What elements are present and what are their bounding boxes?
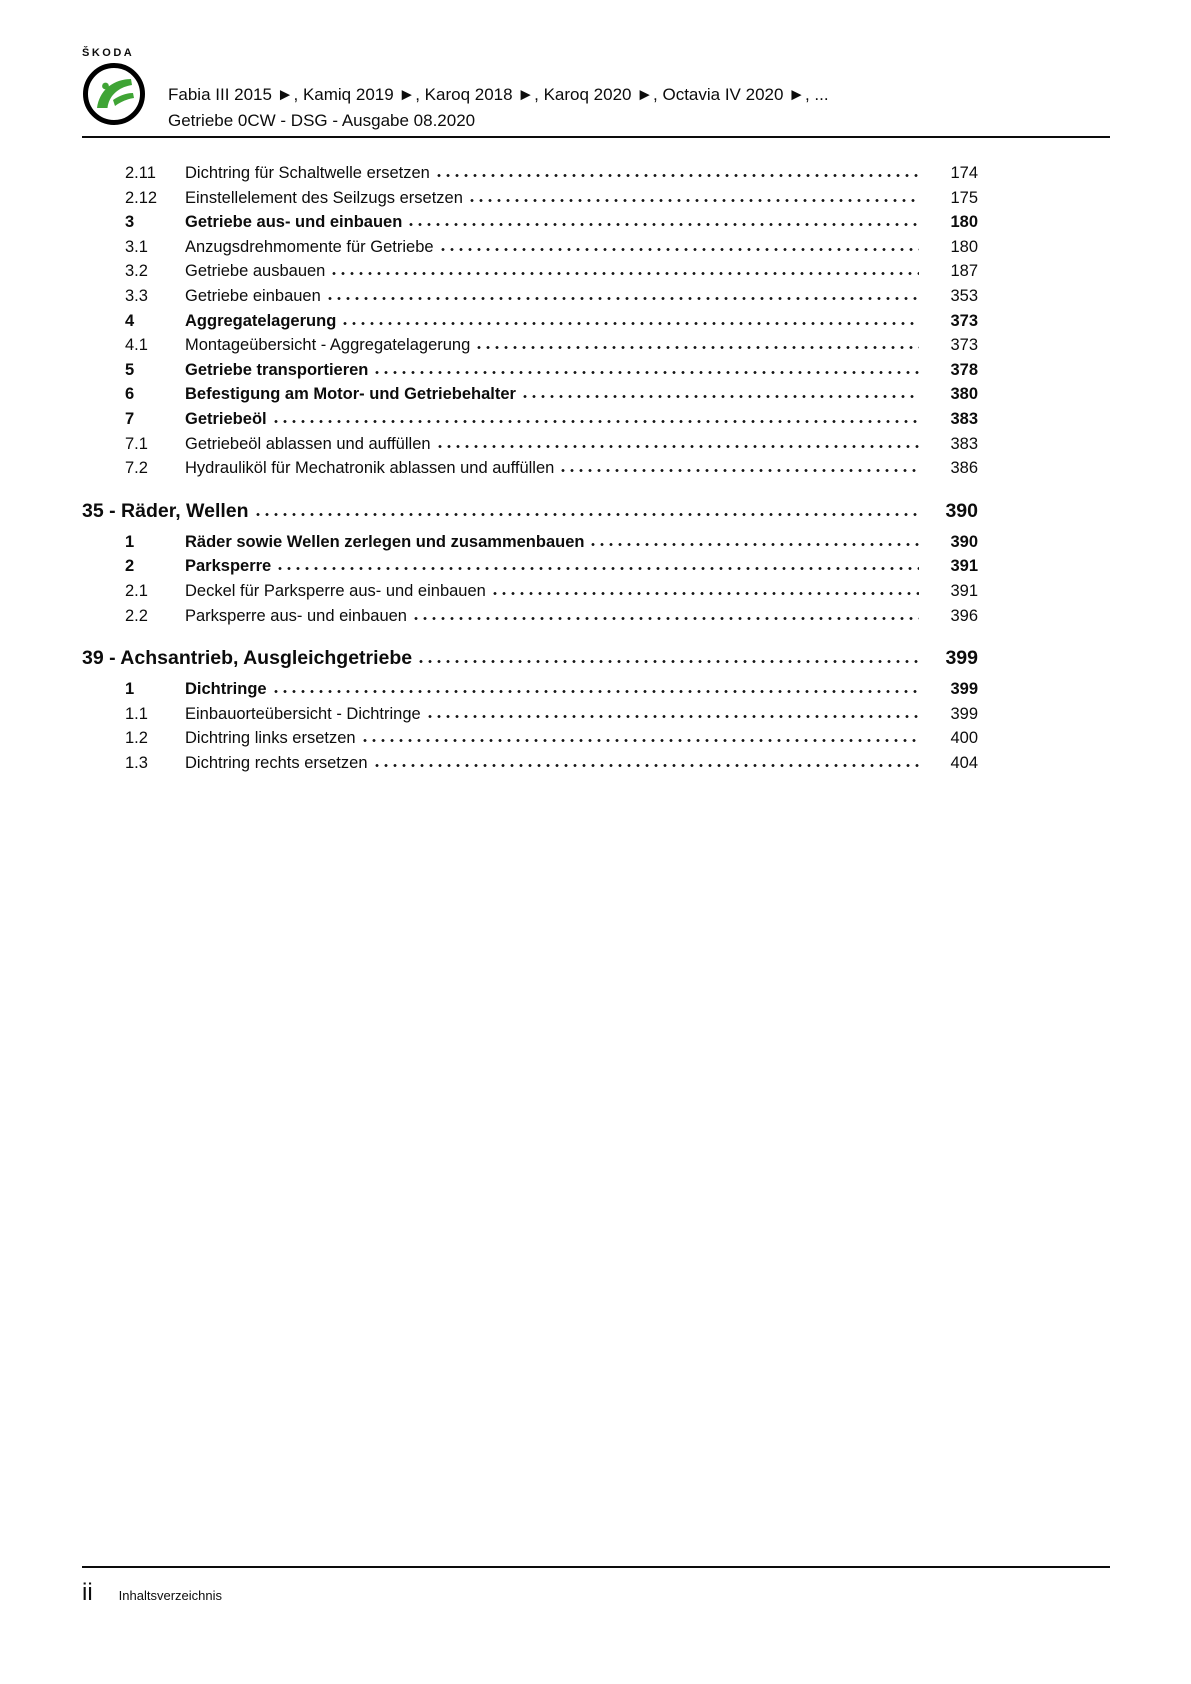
toc-entry-number: 2 [125, 557, 135, 576]
dot-leader-icon [274, 689, 919, 694]
toc-entry-title[interactable]: Deckel für Parksperre aus- und einbauen [185, 581, 486, 600]
footer-page-number: ii [82, 1579, 93, 1606]
toc-entry-title[interactable]: Getriebeöl [185, 409, 267, 428]
toc-entry-number: 7.1 [125, 434, 148, 453]
toc-entry-number: 3 [125, 213, 135, 232]
toc-entry-number: 1.1 [125, 704, 148, 723]
footer-label: Inhaltsverzeichnis [118, 1588, 222, 1603]
toc-entry-page[interactable]: 187 [950, 262, 978, 281]
dot-leader-icon [343, 321, 919, 326]
toc-entry-title[interactable]: Befestigung am Motor- und Getriebehalter [185, 385, 516, 404]
toc-entry-page[interactable]: 404 [950, 753, 978, 772]
toc-entry-number: 3.3 [125, 286, 148, 305]
dot-leader-icon [419, 659, 919, 664]
toc-entry-number: 4 [125, 311, 135, 330]
toc-row [82, 287, 978, 312]
toc-entry-number: 3.1 [125, 237, 148, 256]
dot-leader-icon [477, 345, 919, 350]
header-titles [168, 0, 829, 136]
toc-entry-page[interactable]: 399 [950, 704, 978, 723]
dot-leader-icon [278, 566, 919, 571]
toc-list [82, 164, 978, 778]
dot-leader-icon [328, 296, 919, 301]
toc-entry-title[interactable]: 35 - Räder, Wellen [82, 499, 249, 522]
dot-leader-icon [332, 271, 919, 276]
toc-row [82, 213, 978, 238]
toc-entry-title[interactable]: Anzugsdrehmomente für Getriebe [185, 237, 434, 256]
toc-entry-title[interactable]: Getriebe aus- und einbauen [185, 213, 403, 232]
logo-block [82, 0, 148, 136]
toc-entry-title[interactable]: Dichtringe [185, 680, 267, 699]
toc-row [82, 607, 978, 632]
toc-entry-number: 2.12 [125, 188, 158, 207]
toc-entry-page[interactable]: 396 [950, 606, 978, 625]
toc-row [82, 680, 978, 705]
toc-entry-title[interactable]: Getriebeöl ablassen und auffüllen [185, 434, 431, 453]
skoda-logo-icon [82, 62, 146, 126]
dot-leader-icon [428, 714, 919, 719]
toc-entry-page[interactable]: 180 [950, 213, 978, 232]
dot-leader-icon [470, 198, 919, 203]
toc-entry-number: 2.11 [125, 164, 156, 182]
toc-row [82, 336, 978, 361]
dot-leader-icon [256, 512, 919, 517]
toc-entry-number: 5 [125, 360, 135, 379]
toc-entry-number: 2.1 [125, 581, 148, 600]
dot-leader-icon [437, 173, 919, 178]
dot-leader-icon [409, 222, 919, 227]
toc-entry-number: 4.1 [125, 336, 148, 355]
toc-row [82, 385, 978, 410]
toc-entry-page[interactable]: 353 [950, 286, 978, 305]
toc-entry-title[interactable]: Parksperre aus- und einbauen [185, 606, 407, 625]
toc-row [82, 189, 978, 214]
toc-row [82, 459, 978, 484]
dot-leader-icon [274, 419, 919, 424]
toc-row [82, 410, 978, 435]
toc-entry-page[interactable]: 373 [950, 311, 978, 330]
header [82, 0, 1110, 138]
toc-entry-page[interactable]: 391 [950, 581, 978, 600]
page-content [82, 0, 1110, 778]
toc-row [82, 500, 978, 528]
toc-entry-page[interactable]: 174 [950, 164, 978, 182]
toc-entry-number: 6 [125, 385, 135, 404]
dot-leader-icon [438, 444, 919, 449]
toc-entry-number: 1 [125, 680, 135, 699]
toc-entry-title[interactable]: Aggregatelagerung [185, 311, 337, 330]
dot-leader-icon [493, 591, 919, 596]
toc-row [82, 238, 978, 263]
toc-row [82, 582, 978, 607]
toc-entry-page[interactable]: 390 [945, 499, 978, 522]
toc-entry-page[interactable]: 175 [950, 188, 978, 207]
toc-row [82, 361, 978, 386]
toc-entry-title[interactable]: Räder sowie Wellen zerlegen und zusammenbauen [185, 532, 585, 551]
toc-entry-page[interactable]: 180 [950, 237, 978, 256]
toc-entry-page[interactable]: 399 [950, 680, 978, 699]
toc-entry-title[interactable]: Montageübersicht - Aggregatelagerung [185, 336, 471, 355]
toc-row [82, 557, 978, 582]
toc-entry-number: 7.2 [125, 459, 148, 478]
toc-entry-number: 1.2 [125, 729, 148, 748]
toc-entry-title[interactable]: Hydrauliköl für Mechatronik ablassen und auffüllen [185, 459, 555, 478]
toc-entry-page[interactable]: 378 [950, 360, 978, 379]
dot-leader-icon [375, 763, 920, 768]
toc-entry-page[interactable]: 380 [950, 385, 978, 404]
toc-row [82, 164, 978, 189]
dot-leader-icon [375, 370, 919, 375]
toc-entry-number: 1 [125, 532, 135, 551]
toc-entry-title[interactable]: Getriebe einbauen [185, 286, 321, 305]
header-models-line: Fabia III 2015 ►, Kamiq 2019 ►, Karoq 2018 ►, Karoq 2020 ►, Octavia IV 2020 ►, ... [168, 85, 829, 104]
toc-row [82, 533, 978, 558]
toc-entry-page[interactable]: 390 [950, 532, 978, 551]
toc-row [82, 705, 978, 730]
toc-entry-number: 2.2 [125, 606, 148, 625]
toc-entry-title[interactable]: Dichtring rechts ersetzen [185, 753, 368, 772]
dot-leader-icon [414, 616, 919, 621]
toc-entry-title[interactable]: Getriebe transportieren [185, 360, 369, 379]
dot-leader-icon [363, 738, 919, 743]
footer [82, 1566, 1110, 1606]
toc-entry-page[interactable]: 383 [950, 409, 978, 428]
toc-entry-number: 3.2 [125, 262, 148, 281]
toc-entry-title[interactable]: Dichtring für Schaltwelle ersetzen [185, 164, 430, 182]
toc-entry-title[interactable]: Getriebe ausbauen [185, 262, 326, 281]
toc-row [82, 435, 978, 460]
dot-leader-icon [523, 394, 919, 399]
dot-leader-icon [441, 247, 919, 252]
toc-row [82, 312, 978, 337]
toc-entry-title[interactable]: Dichtring links ersetzen [185, 729, 356, 748]
toc-row [82, 729, 978, 754]
toc-entry-title[interactable]: Parksperre [185, 557, 272, 576]
toc-entry-number: 7 [125, 409, 135, 428]
toc-row [82, 262, 978, 287]
toc-entry-title[interactable]: 39 - Achsantrieb, Ausgleichgetriebe [82, 647, 413, 670]
dot-leader-icon [591, 542, 919, 547]
header-subtitle-line: Getriebe 0CW - DSG - Ausgabe 08.2020 [168, 111, 476, 130]
toc-entry-number: 1.3 [125, 753, 148, 772]
toc-entry-title[interactable]: Einbauorteübersicht - Dichtringe [185, 704, 421, 723]
dot-leader-icon [561, 468, 919, 473]
toc-row [82, 647, 978, 675]
toc-entry-page[interactable]: 399 [945, 647, 978, 670]
toc-row [82, 754, 978, 779]
toc-entry-page[interactable]: 386 [950, 459, 978, 478]
toc-entry-page[interactable]: 373 [950, 336, 978, 355]
toc-entry-title[interactable]: Einstellelement des Seilzugs ersetzen [185, 188, 463, 207]
brand-wordmark: ŠKODA [82, 47, 135, 59]
toc-entry-page[interactable]: 383 [950, 434, 978, 453]
toc-entry-page[interactable]: 400 [950, 729, 978, 748]
toc-entry-page[interactable]: 391 [950, 557, 978, 576]
